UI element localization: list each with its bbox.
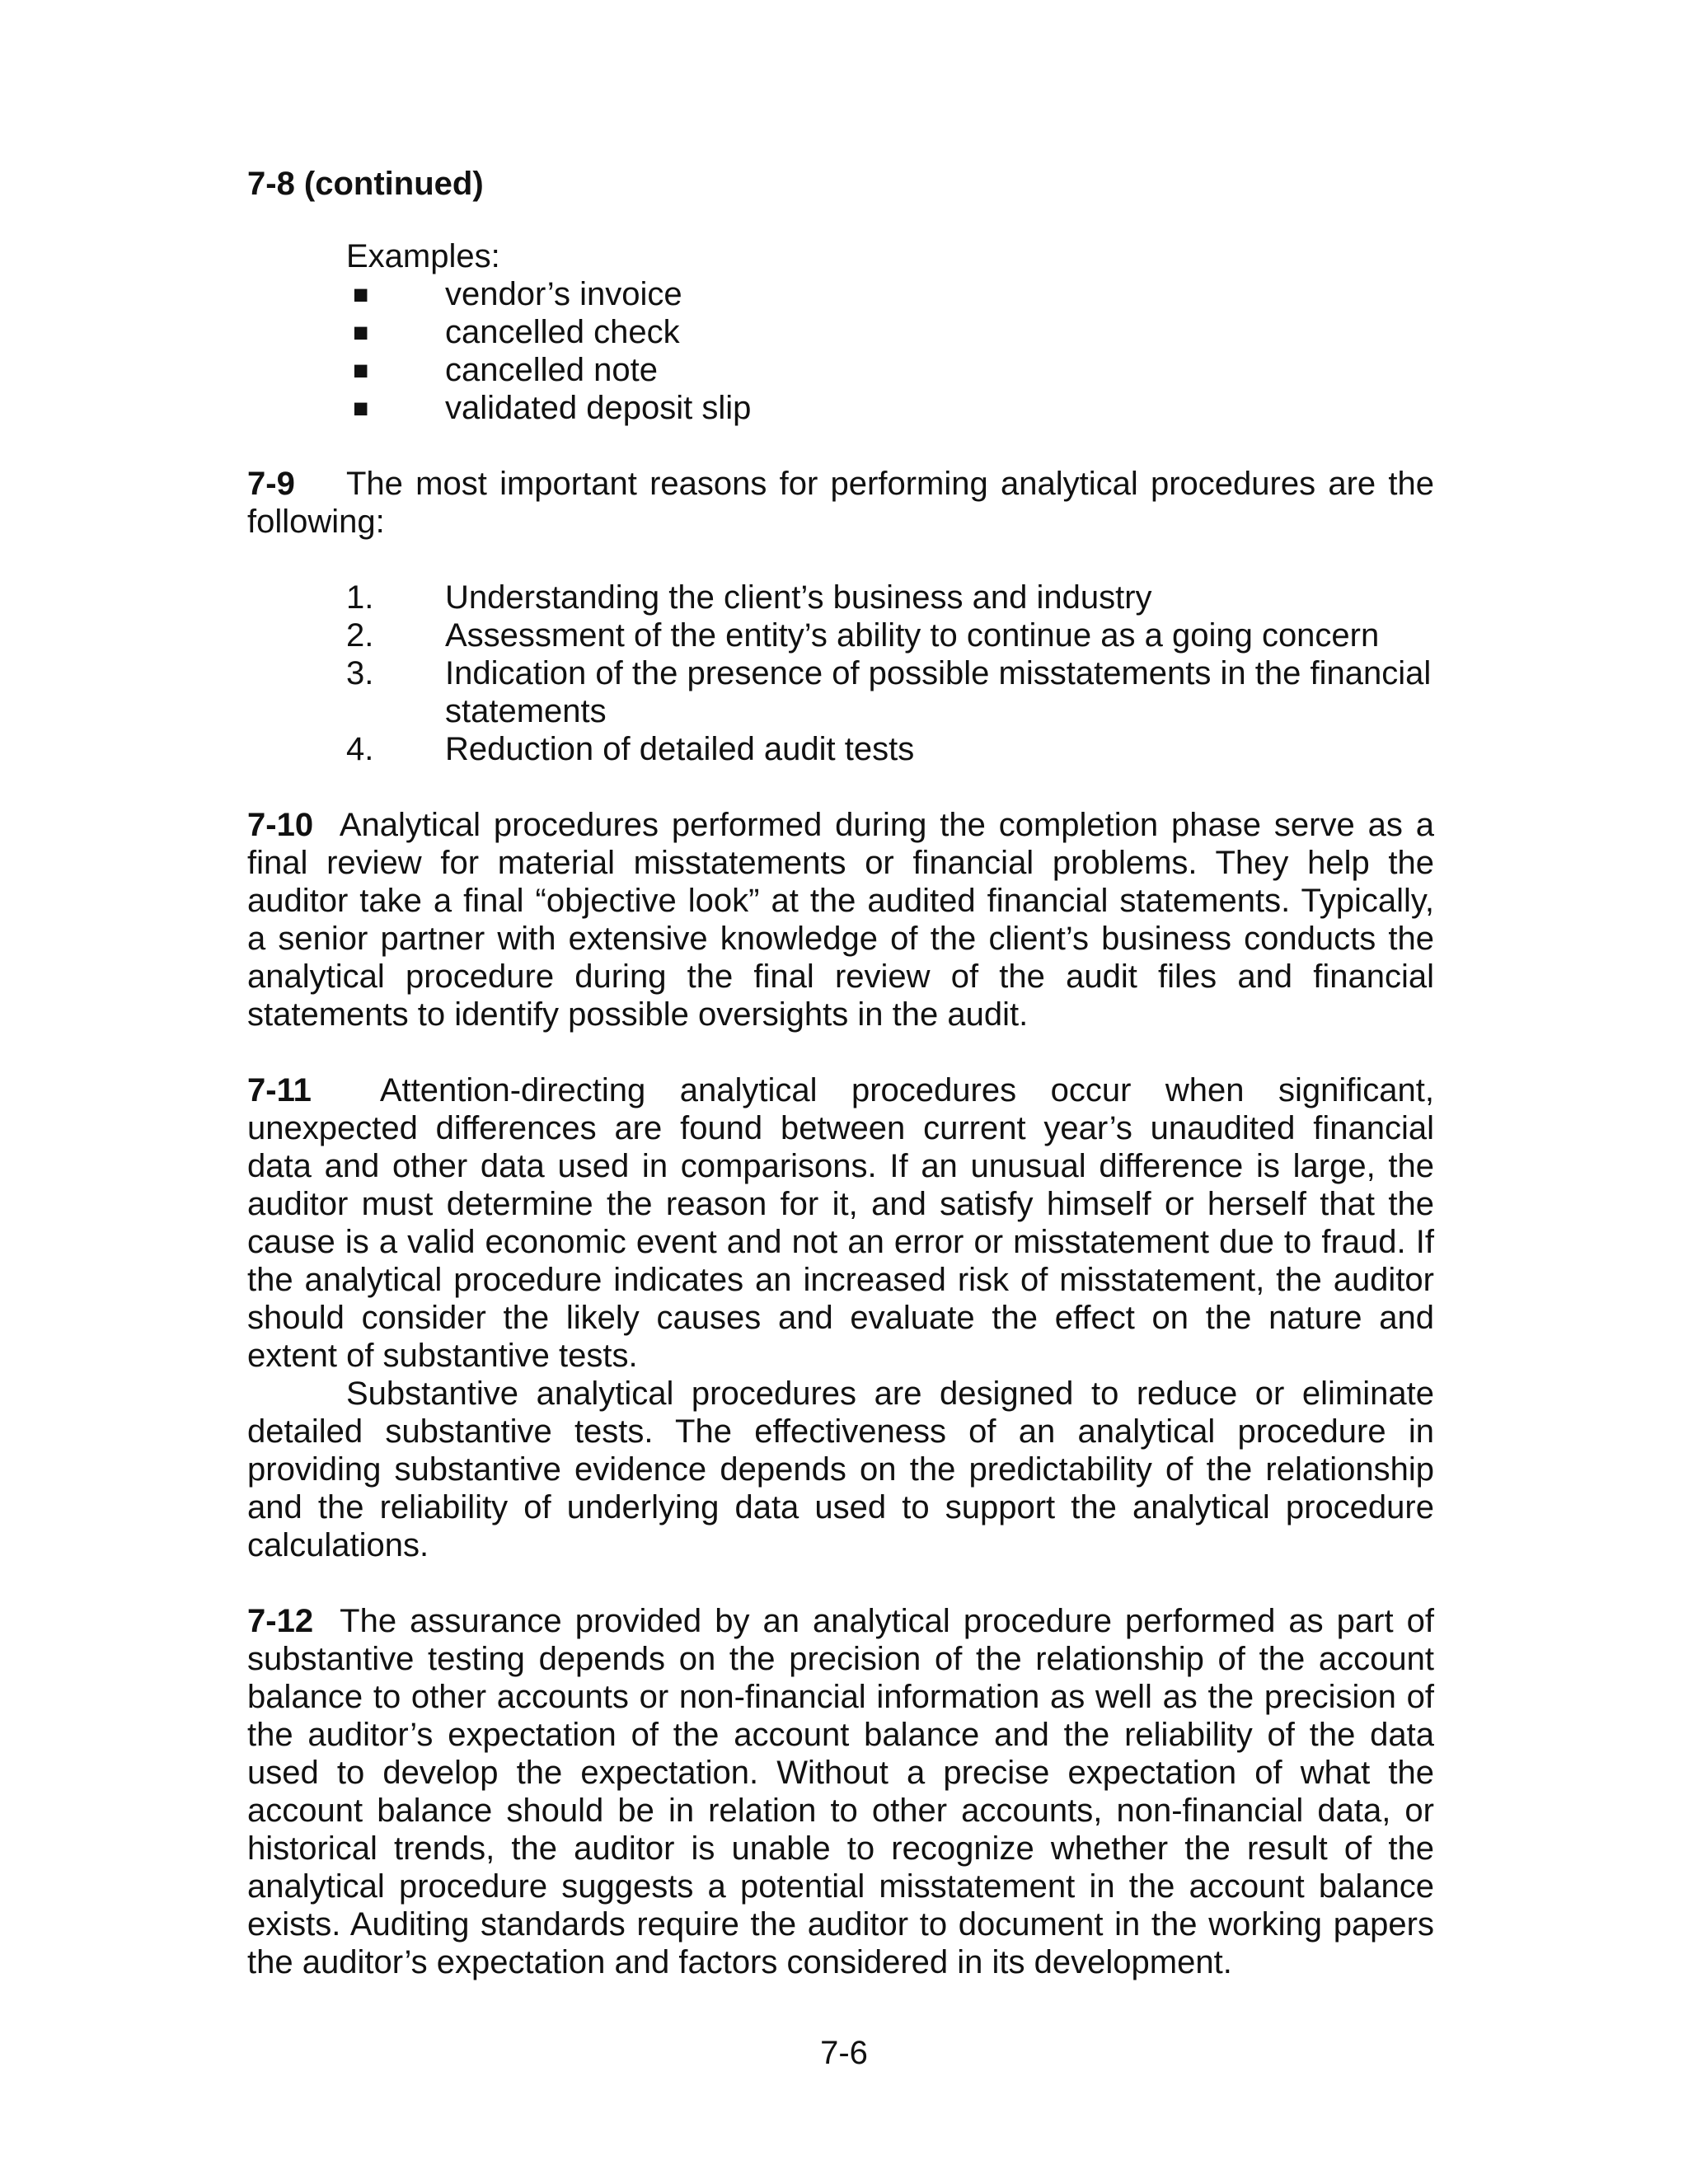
list-item: 1. Understanding the client’s business and industry bbox=[346, 579, 1152, 616]
question-7-11-paragraph-2: Substantive analytical procedures are designed to reduce or eliminate detailed substantive tests. The effectiveness of an analytical procedure in providing substantive evidence depends on the predictability of the relationship and the reliability of underlying data used to support the analytical procedure calculations. bbox=[247, 1376, 1434, 1563]
list-item: ■ vendor’s invoice bbox=[353, 276, 682, 312]
list-item: ■ cancelled note bbox=[353, 352, 658, 388]
list-number: 2. bbox=[346, 617, 374, 654]
examples-list bbox=[247, 275, 1434, 427]
list-item: 4. Reduction of detailed audit tests bbox=[346, 731, 915, 767]
question-label: 7-11 bbox=[247, 1072, 312, 1108]
bullet-square-icon: ■ bbox=[353, 393, 369, 423]
page-content bbox=[247, 165, 1434, 1981]
question-7-11: 7-11 Attention-directing analytical procedures occur when significant, unexpected differences are found between current year’s unaudited financial data and other data used in comparisons. If an unusual difference is large, the auditor must determine the reason for it, and satisfy himself or herself that the cause is a valid economic event and not an error or misstatement due to fraud. If the analytical procedure indicates an increased risk of misstatement, the auditor should consider the likely causes and evaluate the effect on the nature and extent of substantive tests. bbox=[247, 1072, 1434, 1374]
examples-label: Examples: bbox=[346, 238, 500, 274]
list-number: 3. bbox=[346, 655, 374, 691]
list-item: ■ cancelled check bbox=[353, 314, 680, 350]
question-7-9: 7-9 The most important reasons for performing analytical procedures are the following: bbox=[247, 466, 1434, 540]
question-7-10: 7-10 Analytical procedures performed during the completion phase serve as a final review for material misstatements or financial problems. They help the auditor take a final “objective look” at the audited financial statements. Typically, a senior partner with extensive knowledge of the client’s business conducts the analytical procedure during the final review of the audit files and financial statements to identify possible oversights in the audit. bbox=[247, 807, 1434, 1033]
page-heading: 7-8 (continued) bbox=[247, 166, 484, 202]
list-item: 2. Assessment of the entity’s ability to continue as a going concern bbox=[346, 617, 1380, 654]
bullet-square-icon: ■ bbox=[353, 279, 369, 309]
bullet-square-icon: ■ bbox=[353, 355, 369, 385]
question-label: 7-12 bbox=[247, 1603, 314, 1639]
list-number: 4. bbox=[346, 731, 374, 767]
list-item: ■ validated deposit slip bbox=[353, 390, 752, 426]
page-number: 7-6 bbox=[820, 2035, 868, 2071]
list-item: 3. Indication of the presence of possible misstatements in the financial statements bbox=[346, 655, 1432, 729]
question-label: 7-10 bbox=[247, 807, 314, 843]
reasons-list bbox=[247, 579, 1434, 768]
list-number: 1. bbox=[346, 579, 374, 616]
question-7-12: 7-12 The assurance provided by an analytical procedure performed as part of substantive testing depends on the precision of the relationship of the account balance to other accounts or non-financial information as well as the precision of the auditor’s expectation of the account balance and the reliability of the data used to develop the expectation. Without a precise expectation of what the account balance should be in relation to other accounts, non-financial data, or historical trends, the auditor is unable to recognize whether the result of the analytical procedure suggests a potential misstatement in the account balance exists. Auditing standards require the auditor to document in the working papers the auditor’s expectation and factors considered in its development. bbox=[247, 1603, 1434, 1980]
question-label: 7-9 bbox=[247, 466, 295, 502]
bullet-square-icon: ■ bbox=[353, 317, 369, 347]
